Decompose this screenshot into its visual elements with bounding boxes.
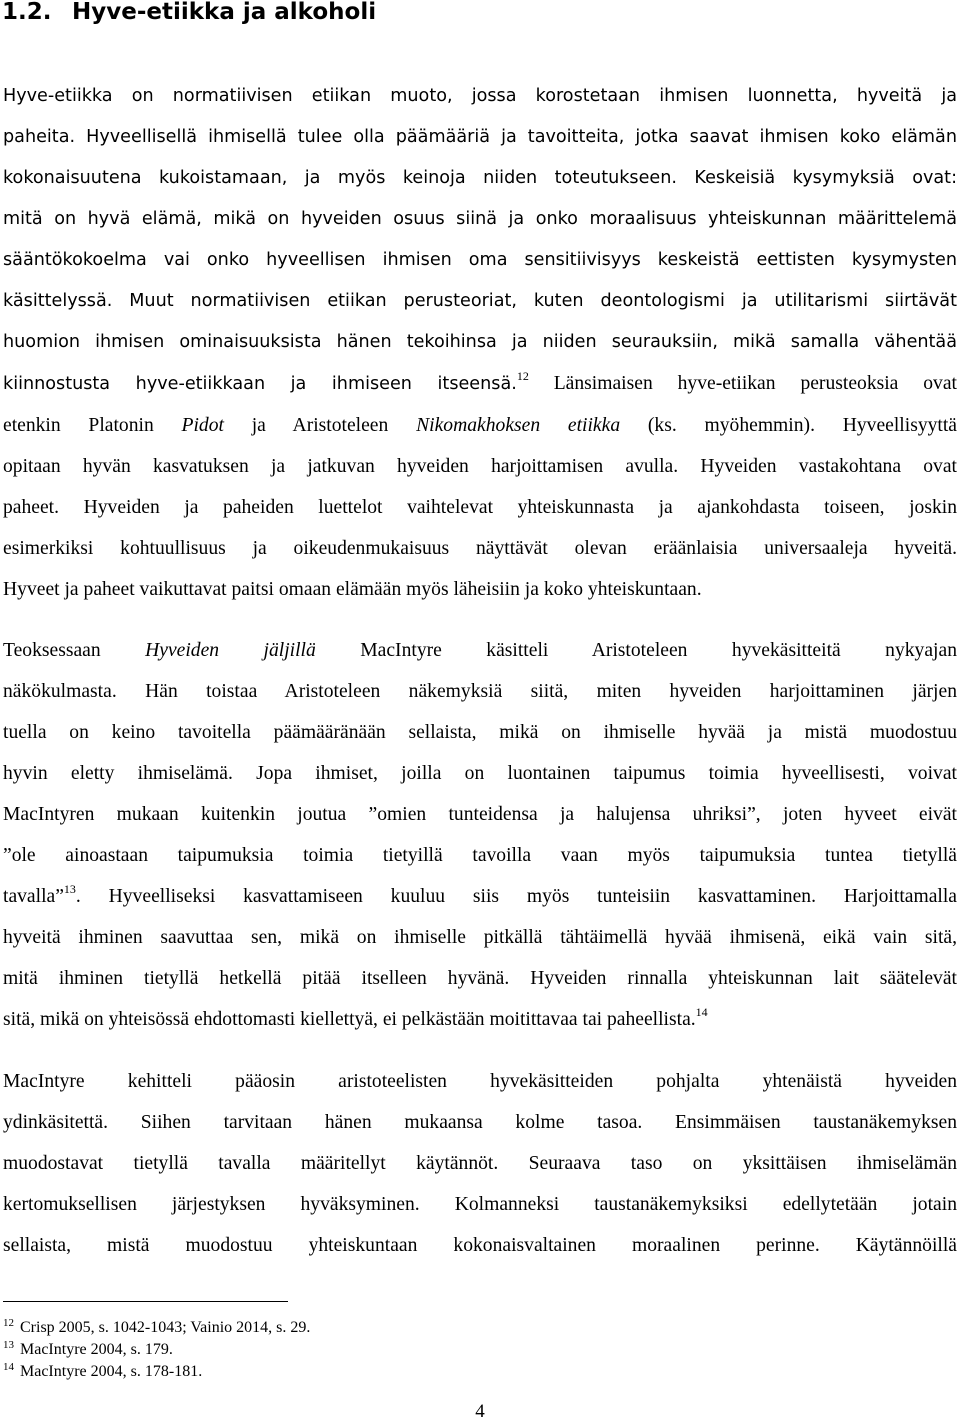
footnote-ref-12[interactable]: 12 — [516, 369, 529, 383]
text-line: sellaista, mistä muodostuu yhteiskuntaan kokonaisvaltainen moraalinen perinne. Käytännöillä — [3, 1235, 957, 1256]
text-line: ”ole ainoastaan taipumuksia toimia tietyillä tavoilla vaan myös taipumuksia tuntea tietyllä — [3, 845, 957, 866]
text-line: Hyveet ja paheet vaikuttavat paitsi omaan elämään myös läheisiin ja koko yhteiskuntaan. — [3, 579, 702, 600]
text-line: tavalla”$^{13}$. Hyveelliseksi kasvattamiseen kuuluu siis myös tunteisiin kasvattaminen. Harjoittamalla — [3, 882, 957, 907]
text-line: muodostavat tietyllä tavalla määritellyt käytännöt. Seuraava taso on yksittäisen ihmiselämän — [3, 1153, 957, 1174]
footnote-12: $^{12}$ Crisp 2005, s. 1042-1043; Vainio 2014, s. 29. — [3, 1317, 311, 1336]
footnotes — [3, 1317, 310, 1383]
page-number: 4 — [475, 1401, 485, 1422]
text-line: hyvin eletty ihmiselämä. Jopa ihmiset, joilla on luontainen taipumus toimia hyveellisesti, voivat — [3, 763, 957, 784]
paragraph-core-concept — [3, 1061, 957, 1266]
text-line: käsittelyssä. Muut normatiivisen etiikan perusteoriat, kuten deontologismi ja utilitarismi siirtävät — [3, 291, 957, 311]
text-line: kiinnostusta hyve-etiikkaan ja ihmiseen itseensä.$^{12}$ Länsimaisen hyve-etiikan perusteoksia ovat — [3, 369, 957, 394]
text-line: paheita. Hyveellisellä ihmisellä tulee olla päämääriä ja tavoitteita, jotka saavat ihmisen koko elämän — [3, 127, 957, 147]
text-line: esimerkiksi kohtuullisuus ja oikeudenmukaisuus näyttävät olevan eräänlaisia universaaleja hyveitä. — [3, 538, 957, 559]
text-line: mitä ihminen tietyllä hetkellä pitää itselleen hyvänä. Hyveiden rinnalla yhteiskunnan lait säätelevät — [3, 968, 957, 989]
text-line: etenkin Platonin Pidot ja Aristoteleen Nikomakhoksen etiikka (ks. myöhemmin). Hyveellisyyttä — [3, 415, 957, 436]
text-line: tuella on keino tavoitella päämääränään sellaista, mikä on ihmiselle hyvää ja mistä muodostuu — [3, 722, 957, 743]
footnote-separator — [3, 1301, 288, 1302]
section-heading — [2, 0, 376, 28]
book-title-pidot: Pidot — [181, 415, 224, 436]
text-line: paheet. Hyveiden ja paheiden luettelot vaihtelevat yhteiskunnasta ja ajankohdasta toiseen, joskin — [3, 497, 957, 518]
text-line: sääntökokoelma vai onko hyveellisen ihmisen oma sensitiivisyys keskeistä eettisten kysymysten — [3, 250, 957, 270]
text-line: hyveitä ihminen saavuttaa sen, mikä on ihmiselle pitkällä tähtäimellä hyvää ihmisenä, eikä vain sitä, — [3, 927, 957, 948]
text-line: sitä, mikä on yhteisössä ehdottomasti kiellettyä, ei pelkästään moitittavaa tai paheellista.$^{14}$ — [3, 1005, 708, 1030]
section-title: Hyve-etiikka ja alkoholi — [72, 0, 377, 25]
text-line: kertomuksellisen järjestyksen hyväksyminen. Kolmanneksi taustanäkemyksiksi edellytetään jotain — [3, 1194, 957, 1215]
book-title-nikomakhoksen: Nikomakhoksen etiikka — [416, 415, 621, 436]
text-line: Hyve-etiikka on normatiivisen etiikan muoto, jossa korostetaan ihmisen luonnetta, hyveitä ja — [3, 86, 957, 106]
section-number: 1.2. — [2, 0, 52, 25]
paragraph-macintyre — [3, 630, 957, 1040]
text-line: huomion ihmisen ominaisuuksista hänen tekoihinsa ja niiden seurauksiin, mikä samalla vähentää — [3, 332, 957, 352]
text-line: opitaan hyvän kasvatuksen ja jatkuvan hyveiden harjoittamisen avulla. Hyveiden vastakohtana ovat — [3, 456, 957, 477]
text-line: mitä on hyvä elämä, mikä on hyveiden osuus siinä ja onko moraalisuus yhteiskunnan määrittelemä — [3, 209, 957, 229]
footnote-14: $^{14}$ MacIntyre 2004, s. 178-181. — [3, 1361, 203, 1380]
footnote-ref-14[interactable]: 14 — [695, 1005, 708, 1019]
text-line: MacIntyren mukaan kuitenkin joutua ”omien tunteidensa ja halujensa uhriksi”, joten hyveet eivät — [3, 804, 957, 825]
footnote-ref-13[interactable]: 13 — [63, 882, 76, 896]
text-line: kokonaisuutena kukoistamaan, ja myös keinoja niiden toteutukseen. Keskeisiä kysymyksiä ovat: — [3, 168, 957, 188]
footnote-13: $^{13}$ MacIntyre 2004, s. 179. — [3, 1339, 173, 1358]
book-title-hyveiden-jaljilla: Hyveiden jäljillä — [145, 640, 316, 661]
text-line: ydinkäsitettä. Siihen tarvitaan hänen mukaansa kolme tasoa. Ensimmäisen taustanäkemyksen — [3, 1112, 957, 1133]
text-line: MacIntyre kehitteli pääosin aristoteelisten hyvekäsitteiden pohjalta yhtenäistä hyveiden — [3, 1071, 957, 1092]
text-line: näkökulmasta. Hän toistaa Aristoteleen näkemyksiä siitä, miten hyveiden harjoittaminen järjen — [3, 681, 957, 702]
text-line: Teoksessaan Hyveiden jäljillä MacIntyre käsitteli Aristoteleen hyvekäsitteitä nykyajan — [3, 640, 957, 661]
paragraph-virtue-ethics — [3, 76, 957, 610]
